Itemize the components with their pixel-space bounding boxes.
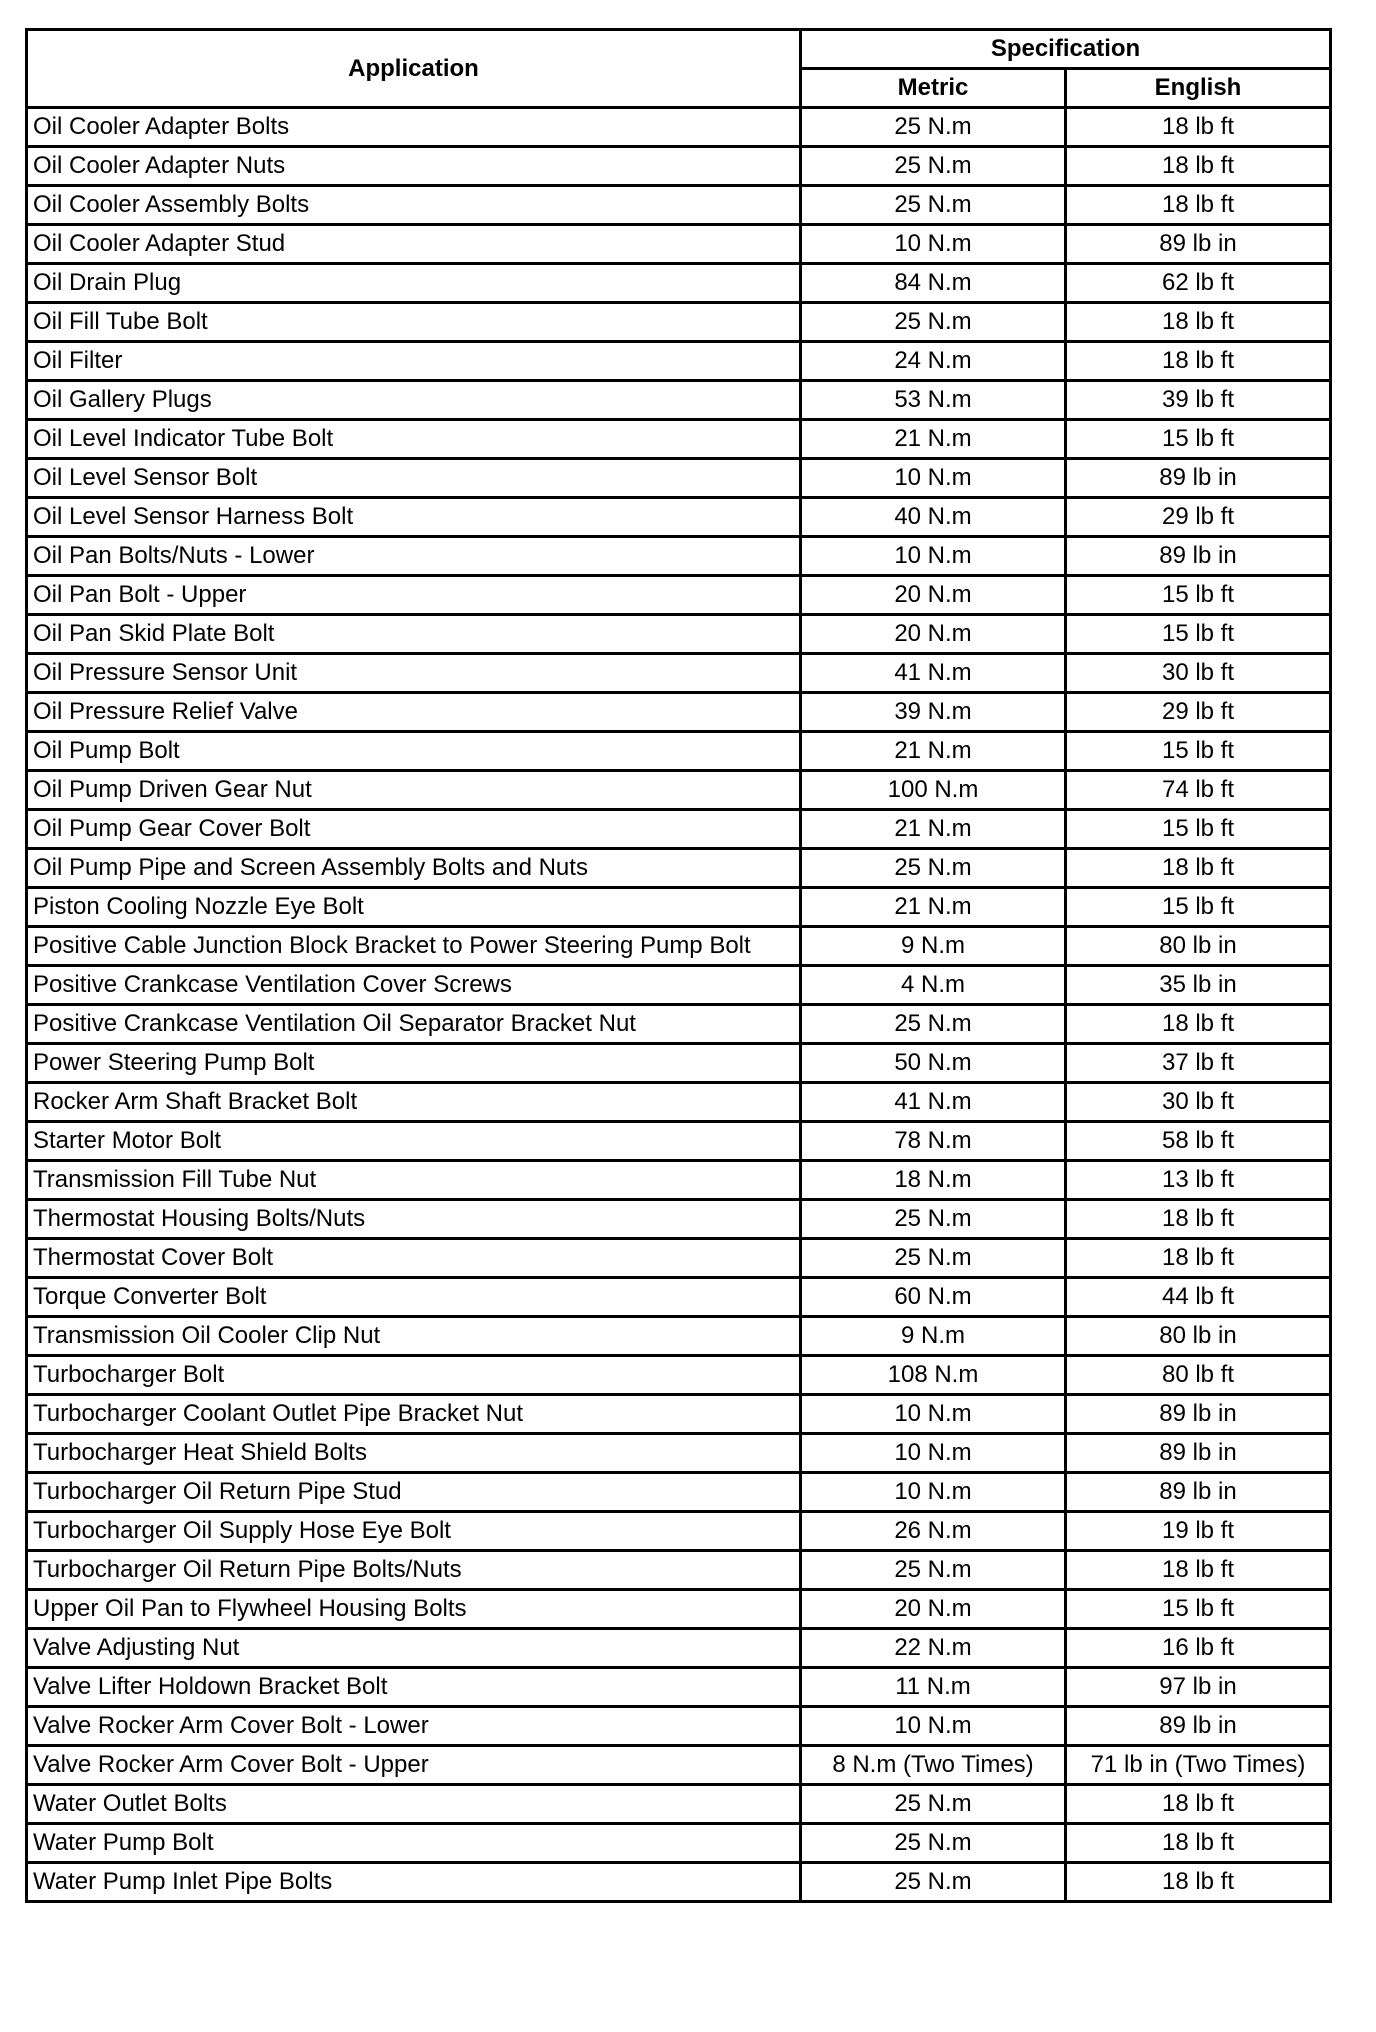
metric-cell: 41 N.m <box>801 654 1066 693</box>
metric-cell: 25 N.m <box>801 186 1066 225</box>
table-row <box>27 1434 1331 1473</box>
english-cell: 29 lb ft <box>1066 693 1331 732</box>
english-cell: 71 lb in (Two Times) <box>1066 1746 1331 1785</box>
metric-cell: 40 N.m <box>801 498 1066 537</box>
application-cell: Oil Cooler Adapter Stud <box>27 225 801 264</box>
application-cell: Transmission Fill Tube Nut <box>27 1161 801 1200</box>
table-row <box>27 576 1331 615</box>
english-cell: 15 lb ft <box>1066 420 1331 459</box>
metric-cell: 25 N.m <box>801 147 1066 186</box>
application-cell: Oil Gallery Plugs <box>27 381 801 420</box>
application-cell: Oil Pump Pipe and Screen Assembly Bolts and Nuts <box>27 849 801 888</box>
application-cell: Valve Rocker Arm Cover Bolt - Lower <box>27 1707 801 1746</box>
application-cell: Oil Filter <box>27 342 801 381</box>
metric-cell: 26 N.m <box>801 1512 1066 1551</box>
application-cell: Oil Cooler Adapter Bolts <box>27 108 801 147</box>
table-body <box>27 108 1331 1902</box>
english-cell: 18 lb ft <box>1066 342 1331 381</box>
english-cell: 29 lb ft <box>1066 498 1331 537</box>
english-cell: 89 lb in <box>1066 1473 1331 1512</box>
metric-cell: 20 N.m <box>801 1590 1066 1629</box>
metric-cell: 50 N.m <box>801 1044 1066 1083</box>
table-row <box>27 108 1331 147</box>
metric-cell: 10 N.m <box>801 459 1066 498</box>
table-row <box>27 1356 1331 1395</box>
application-cell: Rocker Arm Shaft Bracket Bolt <box>27 1083 801 1122</box>
specification-header: Specification <box>801 30 1331 69</box>
english-header: English <box>1066 69 1331 108</box>
english-cell: 89 lb in <box>1066 1707 1331 1746</box>
metric-cell: 108 N.m <box>801 1356 1066 1395</box>
metric-cell: 10 N.m <box>801 225 1066 264</box>
table-row <box>27 654 1331 693</box>
application-cell: Water Outlet Bolts <box>27 1785 801 1824</box>
table-row <box>27 927 1331 966</box>
english-cell: 62 lb ft <box>1066 264 1331 303</box>
metric-cell: 20 N.m <box>801 576 1066 615</box>
application-cell: Turbocharger Oil Return Pipe Bolts/Nuts <box>27 1551 801 1590</box>
metric-cell: 84 N.m <box>801 264 1066 303</box>
english-cell: 15 lb ft <box>1066 888 1331 927</box>
table-row <box>27 186 1331 225</box>
application-cell: Oil Cooler Assembly Bolts <box>27 186 801 225</box>
metric-cell: 11 N.m <box>801 1668 1066 1707</box>
table-row <box>27 732 1331 771</box>
table-row <box>27 1200 1331 1239</box>
metric-cell: 25 N.m <box>801 1005 1066 1044</box>
english-cell: 15 lb ft <box>1066 810 1331 849</box>
table-row <box>27 1317 1331 1356</box>
metric-cell: 10 N.m <box>801 1707 1066 1746</box>
metric-cell: 25 N.m <box>801 1239 1066 1278</box>
english-cell: 18 lb ft <box>1066 1005 1331 1044</box>
english-cell: 58 lb ft <box>1066 1122 1331 1161</box>
table-row <box>27 1161 1331 1200</box>
metric-cell: 25 N.m <box>801 1200 1066 1239</box>
metric-cell: 24 N.m <box>801 342 1066 381</box>
table-row <box>27 498 1331 537</box>
english-cell: 15 lb ft <box>1066 576 1331 615</box>
application-cell: Oil Level Sensor Bolt <box>27 459 801 498</box>
table-row <box>27 1551 1331 1590</box>
table-row <box>27 1707 1331 1746</box>
application-cell: Turbocharger Coolant Outlet Pipe Bracket Nut <box>27 1395 801 1434</box>
application-cell: Power Steering Pump Bolt <box>27 1044 801 1083</box>
english-cell: 18 lb ft <box>1066 186 1331 225</box>
english-cell: 18 lb ft <box>1066 1200 1331 1239</box>
english-cell: 80 lb in <box>1066 1317 1331 1356</box>
metric-cell: 78 N.m <box>801 1122 1066 1161</box>
english-cell: 30 lb ft <box>1066 1083 1331 1122</box>
header-row-top <box>27 30 1331 69</box>
table-row <box>27 615 1331 654</box>
application-cell: Positive Cable Junction Block Bracket to Power Steering Pump Bolt <box>27 927 801 966</box>
table-row <box>27 1005 1331 1044</box>
application-header: Application <box>27 30 801 108</box>
english-cell: 89 lb in <box>1066 225 1331 264</box>
table-row <box>27 381 1331 420</box>
metric-cell: 25 N.m <box>801 303 1066 342</box>
application-cell: Oil Level Sensor Harness Bolt <box>27 498 801 537</box>
english-cell: 18 lb ft <box>1066 849 1331 888</box>
table-row <box>27 1746 1331 1785</box>
metric-cell: 25 N.m <box>801 1551 1066 1590</box>
metric-cell: 21 N.m <box>801 810 1066 849</box>
english-cell: 80 lb ft <box>1066 1356 1331 1395</box>
application-cell: Oil Pressure Sensor Unit <box>27 654 801 693</box>
table-row <box>27 537 1331 576</box>
table-row <box>27 888 1331 927</box>
table-row <box>27 1668 1331 1707</box>
metric-cell: 10 N.m <box>801 1395 1066 1434</box>
application-cell: Starter Motor Bolt <box>27 1122 801 1161</box>
application-cell: Turbocharger Heat Shield Bolts <box>27 1434 801 1473</box>
metric-cell: 8 N.m (Two Times) <box>801 1746 1066 1785</box>
english-cell: 15 lb ft <box>1066 615 1331 654</box>
metric-cell: 25 N.m <box>801 1785 1066 1824</box>
application-cell: Water Pump Bolt <box>27 1824 801 1863</box>
english-cell: 35 lb in <box>1066 966 1331 1005</box>
english-cell: 39 lb ft <box>1066 381 1331 420</box>
table-row <box>27 1863 1331 1902</box>
application-cell: Oil Pump Gear Cover Bolt <box>27 810 801 849</box>
application-cell: Oil Drain Plug <box>27 264 801 303</box>
english-cell: 89 lb in <box>1066 1434 1331 1473</box>
application-cell: Valve Adjusting Nut <box>27 1629 801 1668</box>
english-cell: 15 lb ft <box>1066 732 1331 771</box>
application-cell: Transmission Oil Cooler Clip Nut <box>27 1317 801 1356</box>
table-row <box>27 849 1331 888</box>
table-row <box>27 1629 1331 1668</box>
metric-cell: 9 N.m <box>801 927 1066 966</box>
application-cell: Positive Crankcase Ventilation Oil Separator Bracket Nut <box>27 1005 801 1044</box>
metric-cell: 20 N.m <box>801 615 1066 654</box>
metric-cell: 41 N.m <box>801 1083 1066 1122</box>
application-cell: Turbocharger Oil Return Pipe Stud <box>27 1473 801 1512</box>
metric-cell: 25 N.m <box>801 1863 1066 1902</box>
metric-cell: 25 N.m <box>801 108 1066 147</box>
metric-cell: 9 N.m <box>801 1317 1066 1356</box>
english-cell: 18 lb ft <box>1066 1824 1331 1863</box>
application-cell: Oil Pan Bolts/Nuts - Lower <box>27 537 801 576</box>
application-cell: Piston Cooling Nozzle Eye Bolt <box>27 888 801 927</box>
english-cell: 89 lb in <box>1066 459 1331 498</box>
table-row <box>27 342 1331 381</box>
english-cell: 19 lb ft <box>1066 1512 1331 1551</box>
metric-cell: 4 N.m <box>801 966 1066 1005</box>
metric-header: Metric <box>801 69 1066 108</box>
metric-cell: 100 N.m <box>801 771 1066 810</box>
english-cell: 44 lb ft <box>1066 1278 1331 1317</box>
table-row <box>27 459 1331 498</box>
metric-cell: 53 N.m <box>801 381 1066 420</box>
table-row <box>27 1083 1331 1122</box>
table-row <box>27 225 1331 264</box>
english-cell: 18 lb ft <box>1066 147 1331 186</box>
table-row <box>27 1122 1331 1161</box>
english-cell: 18 lb ft <box>1066 1863 1331 1902</box>
english-cell: 89 lb in <box>1066 1395 1331 1434</box>
application-cell: Oil Level Indicator Tube Bolt <box>27 420 801 459</box>
table-row <box>27 1512 1331 1551</box>
table-row <box>27 147 1331 186</box>
application-cell: Valve Rocker Arm Cover Bolt - Upper <box>27 1746 801 1785</box>
table-row <box>27 1395 1331 1434</box>
table-row <box>27 1239 1331 1278</box>
metric-cell: 39 N.m <box>801 693 1066 732</box>
torque-spec-table <box>25 28 1332 1903</box>
metric-cell: 25 N.m <box>801 849 1066 888</box>
english-cell: 18 lb ft <box>1066 108 1331 147</box>
english-cell: 89 lb in <box>1066 537 1331 576</box>
application-cell: Oil Pan Skid Plate Bolt <box>27 615 801 654</box>
table-row <box>27 771 1331 810</box>
english-cell: 74 lb ft <box>1066 771 1331 810</box>
metric-cell: 10 N.m <box>801 1473 1066 1512</box>
application-cell: Oil Pump Bolt <box>27 732 801 771</box>
table-row <box>27 1278 1331 1317</box>
english-cell: 16 lb ft <box>1066 1629 1331 1668</box>
table-row <box>27 810 1331 849</box>
table-row <box>27 966 1331 1005</box>
application-cell: Oil Pressure Relief Valve <box>27 693 801 732</box>
metric-cell: 10 N.m <box>801 537 1066 576</box>
table-row <box>27 1044 1331 1083</box>
metric-cell: 10 N.m <box>801 1434 1066 1473</box>
table-row <box>27 264 1331 303</box>
metric-cell: 21 N.m <box>801 888 1066 927</box>
metric-cell: 22 N.m <box>801 1629 1066 1668</box>
application-cell: Water Pump Inlet Pipe Bolts <box>27 1863 801 1902</box>
application-cell: Upper Oil Pan to Flywheel Housing Bolts <box>27 1590 801 1629</box>
table-row <box>27 693 1331 732</box>
application-cell: Oil Pan Bolt - Upper <box>27 576 801 615</box>
english-cell: 18 lb ft <box>1066 1239 1331 1278</box>
application-cell: Valve Lifter Holdown Bracket Bolt <box>27 1668 801 1707</box>
application-cell: Turbocharger Oil Supply Hose Eye Bolt <box>27 1512 801 1551</box>
application-cell: Turbocharger Bolt <box>27 1356 801 1395</box>
english-cell: 80 lb in <box>1066 927 1331 966</box>
english-cell: 18 lb ft <box>1066 1785 1331 1824</box>
english-cell: 18 lb ft <box>1066 303 1331 342</box>
application-cell: Positive Crankcase Ventilation Cover Screws <box>27 966 801 1005</box>
application-cell: Torque Converter Bolt <box>27 1278 801 1317</box>
english-cell: 30 lb ft <box>1066 654 1331 693</box>
english-cell: 97 lb in <box>1066 1668 1331 1707</box>
table-row <box>27 303 1331 342</box>
metric-cell: 21 N.m <box>801 732 1066 771</box>
table-row <box>27 1590 1331 1629</box>
english-cell: 13 lb ft <box>1066 1161 1331 1200</box>
metric-cell: 21 N.m <box>801 420 1066 459</box>
table-row <box>27 1473 1331 1512</box>
table-row <box>27 420 1331 459</box>
application-cell: Thermostat Housing Bolts/Nuts <box>27 1200 801 1239</box>
metric-cell: 25 N.m <box>801 1824 1066 1863</box>
application-cell: Thermostat Cover Bolt <box>27 1239 801 1278</box>
metric-cell: 18 N.m <box>801 1161 1066 1200</box>
english-cell: 15 lb ft <box>1066 1590 1331 1629</box>
application-cell: Oil Cooler Adapter Nuts <box>27 147 801 186</box>
table-row <box>27 1824 1331 1863</box>
application-cell: Oil Fill Tube Bolt <box>27 303 801 342</box>
table-row <box>27 1785 1331 1824</box>
english-cell: 37 lb ft <box>1066 1044 1331 1083</box>
metric-cell: 60 N.m <box>801 1278 1066 1317</box>
application-cell: Oil Pump Driven Gear Nut <box>27 771 801 810</box>
english-cell: 18 lb ft <box>1066 1551 1331 1590</box>
